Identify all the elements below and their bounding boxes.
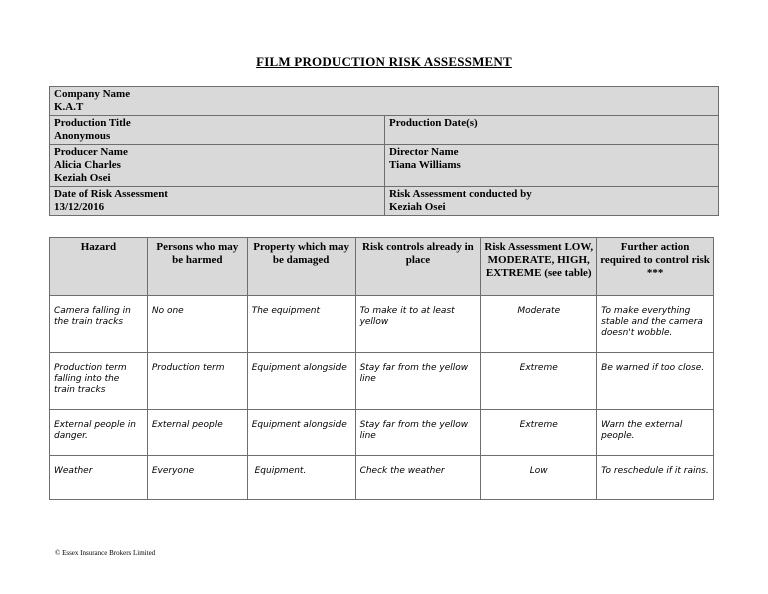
assessment-cell: Low [481, 456, 597, 500]
table-row [50, 456, 714, 500]
assessment-cell: Extreme [481, 353, 597, 410]
header-property: Property which may be damaged [247, 238, 355, 296]
production-dates-label: Production Date(s) [389, 117, 478, 129]
assessment-cell: Moderate [481, 296, 597, 353]
controls-cell: Stay far from the yellow line [355, 353, 481, 410]
assessment-cell: Extreme [481, 410, 597, 456]
director-value: Tiana Williams [389, 159, 461, 171]
director-cell [385, 145, 719, 187]
further-action-cell: Warn the external people. [597, 410, 714, 456]
property-cell: Equipment. [247, 456, 355, 500]
assessment-date-label: Date of Risk Assessment [54, 188, 168, 200]
production-title-cell [50, 116, 385, 145]
persons-cell: Everyone [147, 456, 247, 500]
header-hazard: Hazard [50, 238, 148, 296]
header-assessment: Risk Assessment LOW, MODERATE, HIGH, EXTREME (see table) [481, 238, 597, 296]
director-label: Director Name [389, 146, 459, 158]
producer-value: Alicia Charles [54, 159, 121, 171]
persons-cell: No one [147, 296, 247, 353]
header-further-action: Further action required to control risk *** [597, 238, 714, 296]
conducted-by-cell [385, 187, 719, 216]
production-title-label: Production Title [54, 117, 131, 129]
table-row [50, 410, 714, 456]
table-header-row [50, 238, 714, 296]
hazard-cell: Production term falling into the train tracks [50, 353, 148, 410]
persons-cell: Production term [147, 353, 247, 410]
assessment-date-cell [50, 187, 385, 216]
producer-cell [50, 145, 385, 187]
production-info-table [49, 86, 719, 216]
assessment-date-value: 13/12/2016 [54, 201, 105, 213]
conducted-by-value: Keziah Osei [389, 201, 446, 213]
controls-cell: Stay far from the yellow line [355, 410, 481, 456]
table-row [50, 353, 714, 410]
hazard-cell: Weather [50, 456, 148, 500]
hazard-cell: External people in danger. [50, 410, 148, 456]
producer-value: Keziah Osei [54, 172, 111, 184]
further-action-cell: To reschedule if it rains. [597, 456, 714, 500]
company-label: Company Name [54, 88, 131, 100]
hazard-cell: Camera falling in the train tracks [50, 296, 148, 353]
persons-cell: External people [147, 410, 247, 456]
company-value: K.A.T [54, 101, 84, 113]
producer-label: Producer Name [54, 146, 128, 158]
production-dates-cell [385, 116, 719, 145]
copyright-footer: © Essex Insurance Brokers Limited [55, 549, 156, 557]
document-title: FILM PRODUCTION RISK ASSESSMENT [256, 54, 512, 69]
controls-cell: To make it to at least yellow [355, 296, 481, 353]
risk-assessment-table [49, 237, 714, 500]
controls-cell: Check the weather [355, 456, 481, 500]
further-action-cell: To make everything stable and the camera doesn't wobble. [597, 296, 714, 353]
header-persons: Persons who may be harmed [147, 238, 247, 296]
company-cell [50, 87, 719, 116]
property-cell: The equipment [247, 296, 355, 353]
property-cell: Equipment alongside [247, 410, 355, 456]
conducted-by-label: Risk Assessment conducted by [389, 188, 532, 200]
header-controls: Risk controls already in place [355, 238, 481, 296]
production-title-value: Anonymous [54, 130, 111, 142]
property-cell: Equipment alongside [247, 353, 355, 410]
table-row [50, 296, 714, 353]
further-action-cell: Be warned if too close. [597, 353, 714, 410]
